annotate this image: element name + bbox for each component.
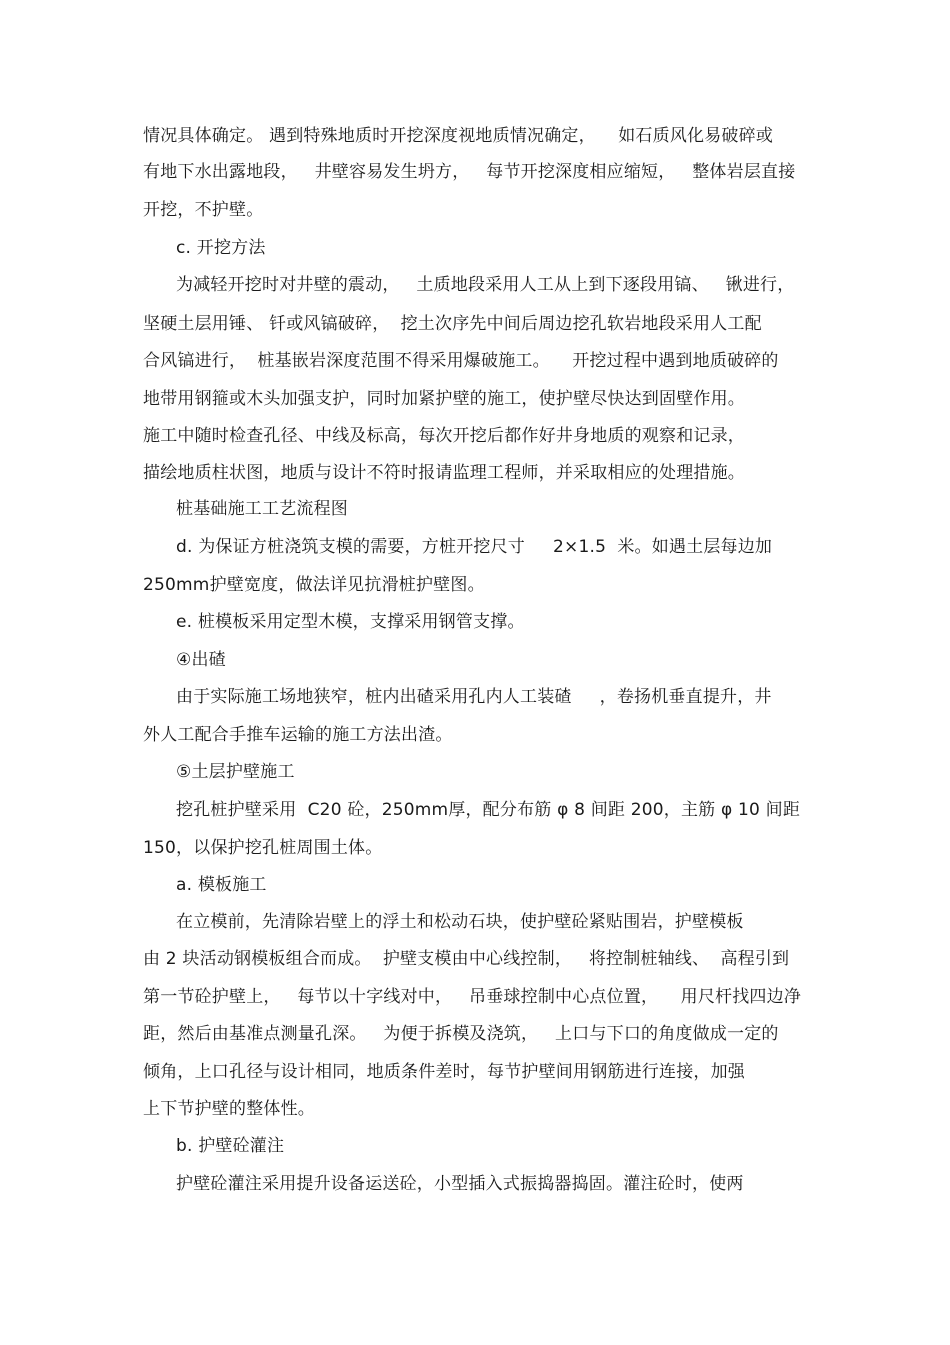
body-text-line: 坚硬土层用锤、 钎或风镐破碎， 挖土次序先中间后周边挖孔软岩地段采用人工配 [143,314,762,334]
body-text-line: 由 2 块活动钢模板组合而成。 护壁支模由中心线控制， 将控制桩轴线、 高程引到 [143,949,790,969]
body-text-line: 由于实际施工场地狭窄，桩内出碴采用孔内人工装碴 ，卷扬机垂直提升，井 [176,687,772,707]
body-text-line: 描绘地质柱状图，地质与设计不符时报请监理工程师，并采取相应的处理措施。 [143,463,745,483]
body-text-line: 护壁砼灌注采用提升设备运送砼，小型插入式振捣器捣固。灌注砼时，使两 [176,1174,744,1194]
body-text-line: e. 桩模板采用定型木模，支撑采用钢管支撑。 [176,612,525,632]
section-heading: a. 模板施工 [176,875,267,895]
body-text-line: d. 为保证方桩浇筑支模的需要，方桩开挖尺寸 2×1.5 米。如遇土层每边加 [176,537,773,557]
section-heading: ④出碴 [176,650,226,670]
body-text-line: 有地下水出露地段， 井壁容易发生坍方， 每节开挖深度相应缩短， 整体岩层直接 [143,162,796,182]
body-text-line: 施工中随时检查孔径、中线及标高，每次开挖后都作好井身地质的观察和记录， [143,426,745,446]
section-heading: ⑤土层护壁施工 [176,762,295,782]
body-text-line: 距，然后由基准点测量孔深。 为便于拆模及浇筑， 上口与下口的角度做成一定的 [143,1024,779,1044]
section-heading: 桩基础施工工艺流程图 [176,499,348,519]
body-text-line: 情况具体确定。 遇到特殊地质时开挖深度视地质情况确定， 如石质风化易破碎或 [143,126,774,146]
body-text-line: 开挖，不护壁。 [143,200,264,220]
body-text-line: 150，以保护挖孔桩周围土体。 [143,838,383,858]
body-text-line: 挖孔桩护壁采用 C20 砼，250mm厚，配分布筋 φ 8 间距 200，主筋 φ 10 间距 [176,800,801,820]
body-text-line: 地带用钢箍或木头加强支护，同时加紧护壁的施工，使护壁尽快达到固壁作用。 [143,389,745,409]
body-text-line: 第一节砼护壁上， 每节以十字线对中， 吊垂球控制中心点位置， 用尺杆找四边净 [143,987,802,1007]
section-heading: b. 护壁砼灌注 [176,1136,285,1156]
body-text-line: 在立模前，先清除岩壁上的浮土和松动石块，使护壁砼紧贴围岩，护壁模板 [176,912,744,932]
body-text-line: 250mm护壁宽度，做法详见抗滑桩护壁图。 [143,575,485,595]
body-text-line: 为减轻开挖时对井壁的震动， 土质地段采用人工从上到下逐段用镐、 锹进行， [176,275,795,295]
body-text-line: 合风镐进行， 桩基嵌岩深度范围不得采用爆破施工。 开挖过程中遇到地质破碎的 [143,351,779,371]
body-text-line: 外人工配合手推车运输的施工方法出渣。 [143,725,453,745]
body-text-line: 倾角，上口孔径与设计相同，地质条件差时，每节护壁间用钢筋进行连接，加强 [143,1062,745,1082]
section-heading: c. 开挖方法 [176,238,266,258]
body-text-line: 上下节护壁的整体性。 [143,1099,315,1119]
